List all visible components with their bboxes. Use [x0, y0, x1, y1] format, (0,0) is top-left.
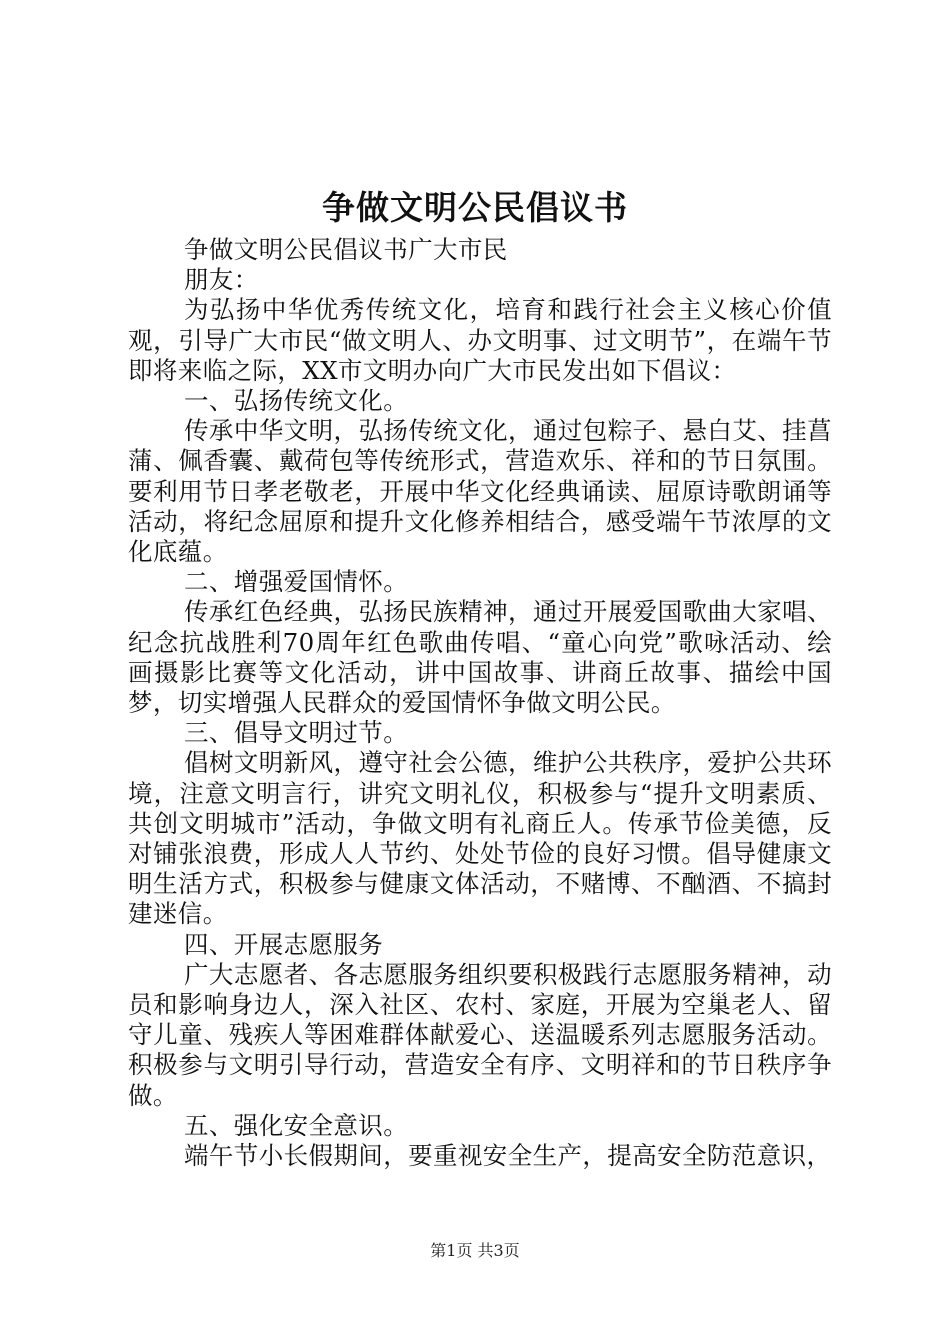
document-title: 争做文明公民倡议书 [322, 188, 628, 227]
section-body-4: 广大志愿者、各志愿服务组织要积极践行志愿服务精神，动员和影响身边人，深入社区、农村、家庭，开展为空巢老人、留守儿童、残疾人等困难群体献爱心、送温暖系列志愿服务活动。积极参与文明引导行动，营造安全有序、文明祥和的节日秩序争做。 [128, 959, 832, 1110]
section-heading-1: 一、弘扬传统文化。 [184, 386, 409, 416]
section-body-2: 传承红色经典，弘扬民族精神，通过开展爱国歌曲大家唱、纪念抗战胜利70周年红色歌曲传唱、“童心向党”歌咏活动、绘画摄影比赛等文化活动，讲中国故事、讲商丘故事、描绘中国梦，切实增强人民群众的爱国情怀争做文明公民。 [128, 597, 832, 718]
section-body-1: 传承中华文明，弘扬传统文化，通过包粽子、悬白艾、挂菖蒲、佩香囊、戴荷包等传统形式，营造欢乐、祥和的节日氛围。要利用节日孝老敬老，开展中华文化经典诵读、屈原诗歌朗诵等活动，将纪念屈原和提升文化修养相结合，感受端午节浓厚的文化底蕴。 [128, 416, 832, 567]
document-body [128, 235, 832, 1171]
page-number-footer: 第1页 共3页 [430, 1241, 520, 1260]
paragraph-intro: 为弘扬中华优秀传统文化，培育和践行社会主义核心价值观，引导广大市民“做文明人、办文明事、过文明节”，在端午节即将来临之际，XX市文明办向广大市民发出如下倡议： [128, 295, 832, 385]
section-heading-3: 三、倡导文明过节。 [184, 718, 409, 748]
section-heading-4: 四、开展志愿服务 [184, 929, 384, 959]
section-body-3: 倡树文明新风，遵守社会公德，维护公共秩序，爱护公共环境，注意文明言行，讲究文明礼仪，积极参与“提升文明素质、共创文明城市”活动，争做文明有礼商丘人。传承节俭美德，反对铺张浪费，形成人人节约、处处节俭的良好习惯。倡导健康文明生活方式，积极参与健康文体活动，不赌博、不酗酒、不搞封建迷信。 [128, 748, 832, 929]
section-body-5: 端午节小长假期间，要重视安全生产，提高安全防范意识， [184, 1141, 832, 1171]
section-heading-5: 五、强化安全意识。 [184, 1110, 409, 1140]
paragraph-greeting-line-2: 朋友： [184, 265, 259, 295]
section-heading-2: 二、增强爱国情怀。 [184, 567, 409, 597]
paragraph-greeting-line-1: 争做文明公民倡议书广大市民 [184, 235, 508, 264]
